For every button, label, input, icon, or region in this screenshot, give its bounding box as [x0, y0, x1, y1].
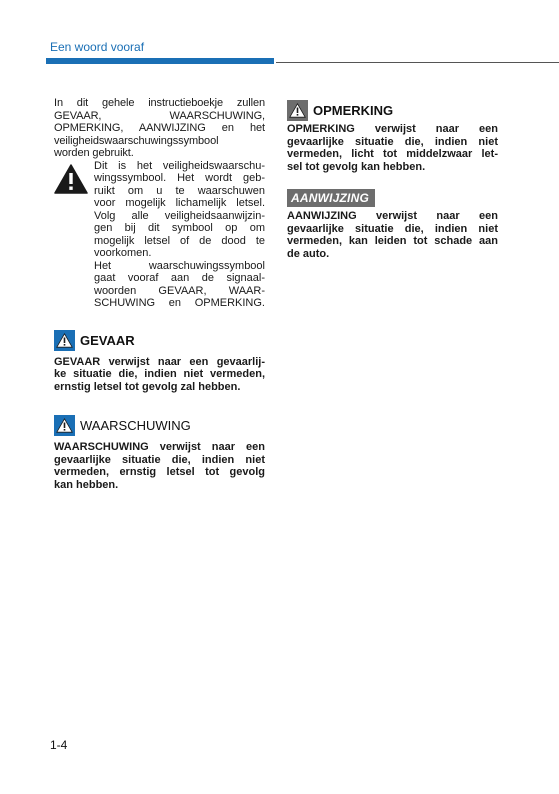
waarschuwing-heading [54, 415, 265, 436]
opmerking-text [287, 123, 498, 173]
gevaar-line: ke situatie die, indien niet vermeden, [54, 368, 265, 380]
intro-line: GEVAAR, WAARSCHUWING, [54, 109, 265, 122]
symbol-line: ruikt om u te waarschuwen [94, 184, 265, 197]
warning-triangle-icon [54, 415, 75, 436]
header-rule-grey [276, 62, 559, 63]
right-column [287, 100, 498, 260]
safety-symbol-text [94, 160, 265, 310]
page-number: 1-4 [50, 738, 68, 752]
symbol-line: Het waarschuwingssymbool [94, 259, 265, 272]
warning-triangle-icon [54, 330, 75, 351]
waarschuwing-line: WAARSCHUWING verwijst naar een [54, 441, 265, 453]
symbol-line: wingssymbool. Het wordt geb- [94, 172, 265, 184]
gevaar-text [54, 356, 265, 394]
warning-triangle-icon [287, 100, 308, 121]
aanwijzing-line: de auto. [287, 247, 330, 260]
opmerking-heading [287, 100, 498, 121]
symbol-line: voorkomen. [94, 247, 152, 259]
symbol-line: mogelijk letsel of de dood te [94, 234, 265, 247]
header-title: Een woord vooraf [50, 40, 145, 54]
gevaar-heading [54, 330, 265, 351]
intro-line: In dit gehele instructieboekje zullen [54, 97, 265, 109]
opmerking-line: vermeden, licht tot middelzwaar let- [287, 148, 498, 160]
opmerking-title: OPMERKING [313, 103, 394, 118]
aanwijzing-line: gevaarlijke situatie die, indien niet [287, 222, 498, 235]
symbol-line: SCHUWING en OPMERKING. [94, 297, 265, 309]
header-rule-blue [46, 58, 274, 64]
opmerking-line: gevaarlijke situatie die, indien niet [287, 135, 498, 148]
intro-line: worden gebruikt. [54, 147, 134, 159]
left-column [54, 97, 265, 491]
waarschuwing-line: kan hebben. [54, 478, 119, 491]
symbol-line: woorden GEVAAR, WAAR- [94, 284, 265, 297]
gevaar-line: GEVAAR verwijst naar een gevaarlij- [54, 355, 265, 368]
gevaar-line: ernstig letsel tot gevolg zal hebben. [54, 380, 241, 393]
intro-line: OPMERKING, AANWIJZING en het [54, 122, 265, 134]
waarschuwing-line: vermeden, ernstig letsel tot gevolg [54, 466, 265, 478]
symbol-line: gaat vooraf aan de signaal- [94, 272, 265, 284]
warning-triangle-icon [54, 160, 94, 310]
aanwijzing-badge: AANWIJZING [287, 189, 375, 207]
intro-line: veiligheidswaarschuwingssymbool [54, 134, 219, 147]
opmerking-line: sel tot gevolg kan hebben. [287, 160, 426, 173]
waarschuwing-line: gevaarlijke situatie die, indien niet [54, 453, 265, 466]
symbol-line: Volg alle veiligheidsaanwijzin- [94, 209, 265, 222]
waarschuwing-title: WAARSCHUWING [80, 418, 191, 433]
symbol-line: voor mogelijk lichamelijk letsel. [94, 197, 265, 209]
aanwijzing-line: vermeden, kan leiden tot schade aan [287, 235, 498, 247]
safety-symbol-block [54, 160, 265, 310]
waarschuwing-text [54, 441, 265, 491]
symbol-line: Dit is het veiligheidswaarschu- [94, 159, 265, 172]
gevaar-title: GEVAAR [80, 332, 135, 348]
symbol-line: gen bij dit symbool op om [94, 222, 265, 234]
intro-paragraph [54, 97, 265, 160]
aanwijzing-line: AANWIJZING verwijst naar een [287, 210, 498, 222]
opmerking-line: OPMERKING verwijst naar een [287, 123, 498, 135]
aanwijzing-text [287, 210, 498, 260]
